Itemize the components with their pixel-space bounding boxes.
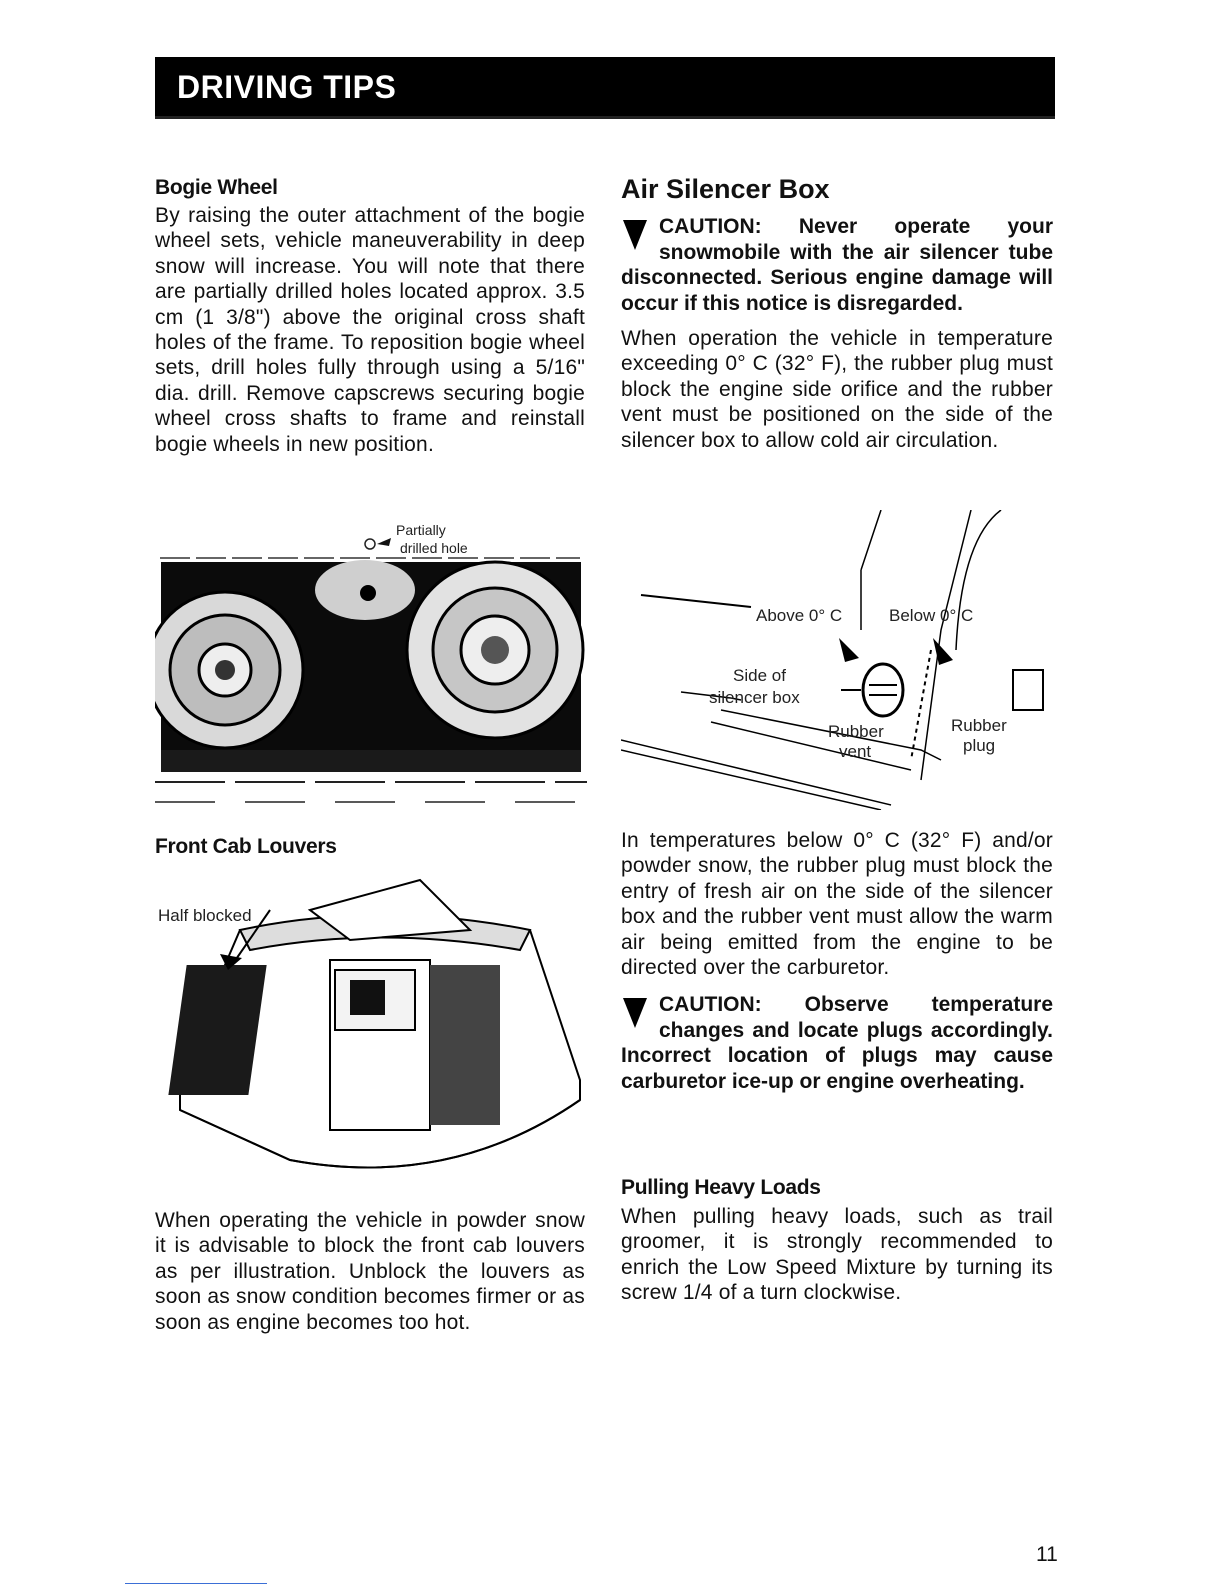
rubber-vent-label-1: Rubber (828, 722, 884, 741)
louvers-heading: Front Cab Louvers (155, 835, 337, 858)
rubber-vent-label-2: vent (839, 742, 872, 761)
rubber-plug-label-1: Rubber (951, 716, 1007, 735)
louvers-text: When operating the vehicle in powder snow it is advisable to block the front cab louvers as per illustration. Unblock the louvers as soon as snow condition becomes firmer or as soon as engine becomes too hot. (155, 1209, 585, 1334)
silencer-caution-2 (621, 992, 1053, 1094)
below-label: Below 0° C (889, 606, 974, 625)
bogie-section (155, 176, 585, 457)
louvers-figure (150, 870, 590, 1190)
drilled-hole-label: drilled hole (400, 540, 468, 556)
silencer-text-1: When operation the vehicle in temperature exceeding 0° C (32° F), the rubber plug must block the engine side orifice and the rubber vent must be positioned on the side of the silencer box to allow cold air circulation. (621, 327, 1053, 452)
above-label: Above 0° C (756, 606, 843, 625)
section-header (155, 57, 1055, 119)
loads-text: When pulling heavy loads, such as trail groomer, it is strongly recommended to enrich the Low Speed Mixture by turning its screw 1/4 of a turn clockwise. (621, 1205, 1053, 1305)
rubber-plug-label-2: plug (963, 736, 996, 755)
louvers-text-block (155, 1208, 585, 1335)
silencer-section-2 (621, 828, 1053, 1094)
loads-section (621, 1176, 1053, 1306)
bogie-heading: Bogie Wheel (155, 176, 278, 199)
silencer-caution-2-text: CAUTION: Observe temperature changes and locate plugs accordingly. Incorrect location of plugs may cause carburetor ice-up or engine overheating. (621, 993, 1053, 1093)
silencer-heading: Air Silencer Box (621, 174, 830, 204)
silencer-text-2: In temperatures below 0° C (32° F) and/or powder snow, the rubber plug must block the entry of fresh air on the side of the silencer box and the rubber vent must allow the warm air being emitted from the engine to be directed over the carburetor. (621, 829, 1053, 980)
silencer-caution-1 (621, 214, 1053, 316)
page-number: 11 (1036, 1543, 1058, 1566)
loads-heading: Pulling Heavy Loads (621, 1176, 821, 1199)
silencer-caution-1-text: CAUTION: Never operate your snowmobile with the air silencer tube disconnected. Serious engine damage will occur if this notice is disregarded. (621, 215, 1053, 315)
caution-icon (623, 998, 647, 1028)
silencer-figure (621, 510, 1053, 810)
silencer-box-label: silencer box (709, 688, 800, 707)
partially-label: Partially (396, 522, 446, 538)
bogie-wheel-figure (155, 520, 587, 810)
caution-icon (623, 220, 647, 250)
section-title: DRIVING TIPS (177, 69, 397, 105)
half-blocked-label: Half blocked (158, 906, 252, 925)
louvers-heading-block (155, 835, 585, 859)
bogie-text: By raising the outer attachment of the bogie wheel sets, vehicle maneuverability in deep snow will increase. You will note that there are partially drilled holes located approx. 3.5 cm (1 3/8") above the original cross shaft holes of the frame. To reposition bogie wheel sets, drill holes fully through using a 5/16" dia. drill. Remove capscrews securing bogie wheel cross shafts to frame and reinstall bogie wheels in new position. (155, 204, 585, 456)
side-of-label: Side of (733, 666, 786, 685)
silencer-section (621, 174, 1053, 453)
